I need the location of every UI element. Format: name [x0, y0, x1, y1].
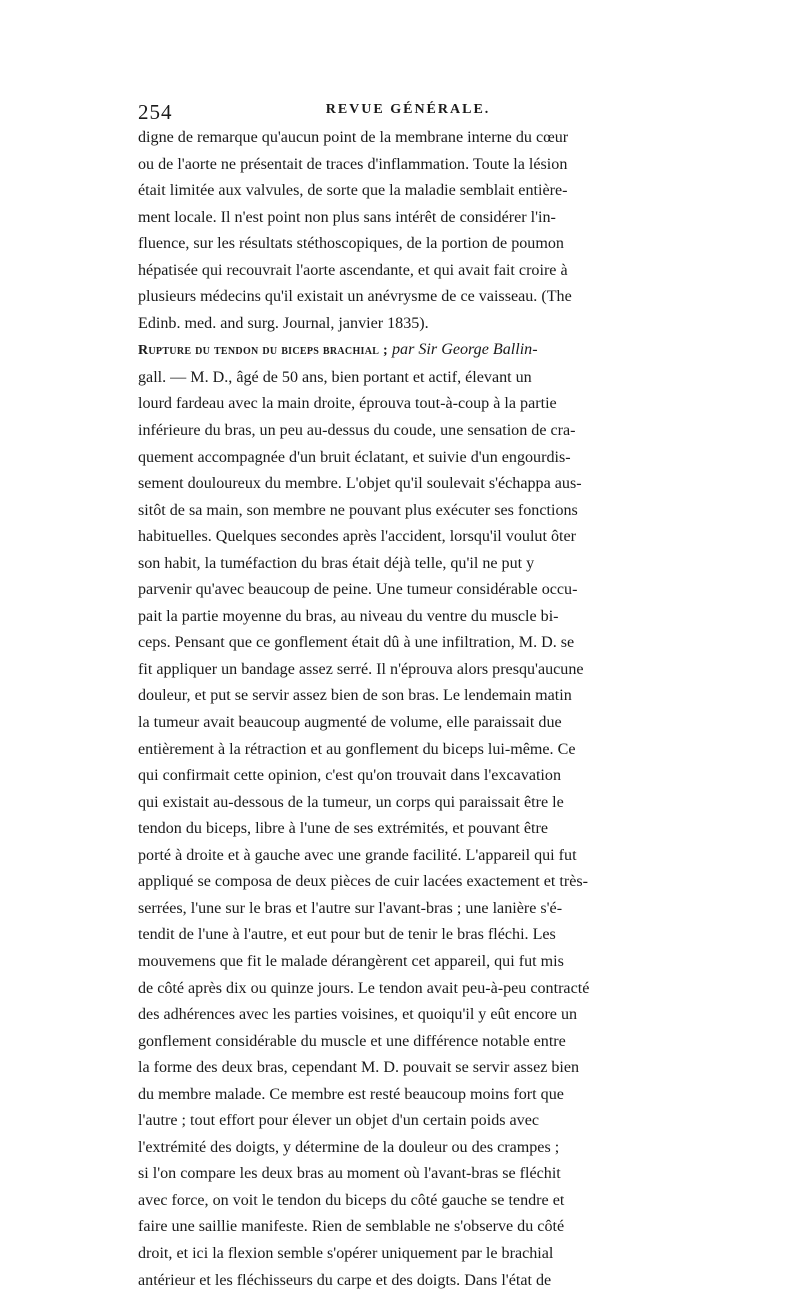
text-line: hépatisée qui recouvrait l'aorte ascendante, et qui avait fait croire à	[138, 261, 568, 279]
text-line: fit appliquer un bandage assez serré. Il n'éprouva alors presqu'aucune	[138, 660, 584, 678]
text-line: appliqué se composa de deux pièces de cuir lacées exactement et très-	[138, 873, 588, 891]
text-line: tendon du biceps, libre à l'une de ses extrémités, et pouvant être	[138, 820, 549, 838]
text-line: ceps. Pensant que ce gonflement était dû à une infiltration, M. D. se	[138, 634, 575, 652]
section-heading-line	[138, 337, 678, 365]
text-line: porté à droite et à gauche avec une grande facilité. L'appareil qui fut	[138, 846, 577, 864]
text-line: l'autre ; tout effort pour élever un objet d'un certain poids avec	[138, 1112, 539, 1130]
text-line: de côté après dix ou quinze jours. Le tendon avait peu-à-peu contracté	[138, 979, 590, 997]
text-line: ou de l'aorte ne présentait de traces d'inflammation. Toute la lésion	[138, 155, 568, 173]
section-author: par Sir George Ballin-	[387, 341, 538, 359]
text-line: serrées, l'une sur le bras et l'autre sur l'avant-bras ; une lanière s'é-	[138, 899, 563, 917]
text-line: sitôt de sa main, son membre ne pouvant plus exécuter ses fonctions	[138, 501, 578, 519]
text-line: parvenir qu'avec beaucoup de peine. Une tumeur considérable occu-	[138, 581, 578, 599]
text-line: plusieurs médecins qu'il existait un anévrysme de ce vaisseau. (The	[138, 288, 572, 306]
text-line: faire une saillie manifeste. Rien de semblable ne s'observe du côté	[138, 1218, 565, 1236]
text-line: digne de remarque qu'aucun point de la membrane interne du cœur	[138, 129, 569, 146]
body-text	[138, 125, 678, 1294]
text-line: qui confirmait cette opinion, c'est qu'on trouvait dans l'excavation	[138, 767, 561, 785]
text-line: Edinb. med. and surg. Journal, janvier 1835).	[138, 314, 429, 332]
text-line: qui existait au-dessous de la tumeur, un corps qui paraissait être le	[138, 793, 564, 811]
text-line: habituelles. Quelques secondes après l'accident, lorsqu'il voulut ôter	[138, 528, 576, 546]
text-line: sement douloureux du membre. L'objet qu'il soulevait s'échappa aus-	[138, 475, 582, 493]
text-line: quement accompagnée d'un bruit éclatant, et suivie d'un engourdis-	[138, 448, 571, 466]
page-header	[138, 100, 678, 124]
text-line: des adhérences avec les parties voisines, et quoiqu'il y eût encore un	[138, 1006, 578, 1024]
text-line: gall. — M. D., âgé de 50 ans, bien portant et actif, élevant un	[138, 368, 532, 386]
text-line: lourd fardeau avec la main droite, éprouva tout-à-coup à la partie	[138, 395, 557, 413]
text-line: du membre malade. Ce membre est resté beaucoup moins fort que	[138, 1085, 564, 1103]
text-line: entièrement à la rétraction et au gonflement du biceps lui-même. Ce	[138, 740, 576, 758]
section-heading: Rupture du tendon du biceps brachial ;	[138, 343, 388, 359]
text-line: gonflement considérable du muscle et une différence notable entre	[138, 1032, 566, 1050]
text-line: la tumeur avait beaucoup augmenté de volume, elle paraissait due	[138, 714, 562, 732]
text-line: si l'on compare les deux bras au moment où l'avant-bras se fléchit	[138, 1165, 561, 1183]
text-line: droit, et ici la flexion semble s'opérer uniquement par le brachial	[138, 1244, 554, 1262]
text-line: mouvemens que fit le malade dérangèrent cet appareil, qui fut mis	[138, 952, 564, 970]
text-line: fluence, sur les résultats stéthoscopiques, de la portion de poumon	[138, 235, 564, 253]
text-line: tendit de l'une à l'autre, et eut pour but de tenir le bras fléchi. Les	[138, 926, 556, 944]
text-line: la forme des deux bras, cependant M. D. pouvait se servir assez bien	[138, 1059, 580, 1077]
page-number: 254	[138, 100, 173, 124]
text-line: antérieur et les fléchisseurs du carpe et des doigts. Dans l'état de	[138, 1271, 552, 1289]
text-line: avec force, on voit le tendon du biceps du côté gauche se tendre et	[138, 1191, 565, 1209]
text-line: était limitée aux valvules, de sorte que la maladie semblait entière-	[138, 182, 568, 200]
text-line: ment locale. Il n'est point non plus sans intérêt de considérer l'in-	[138, 208, 556, 226]
text-line: l'extrémité des doigts, y détermine de la douleur ou des crampes ;	[138, 1138, 560, 1156]
text-line: douleur, et put se servir assez bien de son bras. Le lendemain matin	[138, 687, 572, 705]
text-line: inférieure du bras, un peu au-dessus du coude, une sensation de cra-	[138, 422, 576, 440]
text-line: pait la partie moyenne du bras, au niveau du ventre du muscle bi-	[138, 607, 559, 625]
running-title: REVUE GÉNÉRALE.	[325, 102, 491, 117]
text-line: son habit, la tuméfaction du bras était déjà telle, qu'il ne put y	[138, 554, 535, 572]
